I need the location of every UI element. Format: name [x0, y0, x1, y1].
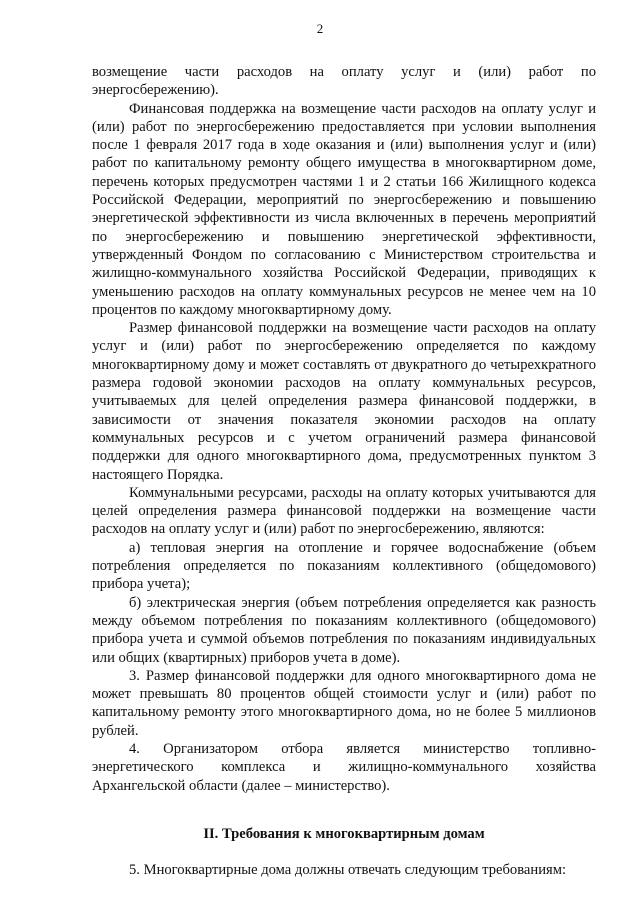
- section-heading: II. Требования к многоквартирным домам: [203, 825, 485, 842]
- list-item-electric-energy: б) электрическая энергия (объем потребления определяется как разность между объемом потребления по показаниям коллективного (общедомового) прибора учета и суммой объемов потребления по показаниям индивидуальных или общих (квартирных) приборов учета в доме).: [92, 594, 596, 666]
- paragraph-continuation: возмещение части расходов на оплату услуг и (или) работ по энергосбережению).: [92, 64, 596, 99]
- paragraph-utility-resources: Коммунальными ресурсами, расходы на оплату которых учитываются для целей определения размера финансовой поддержки на возмещение части расходов на оплату услуг и (или) работ по энергосбережению, являются:: [92, 484, 596, 538]
- paragraph-item-3: 3. Размер финансовой поддержки для одного многоквартирного дома не может превышать 80 процентов общей стоимости услуг и (или) работ по капитальному ремонту этого многоквартирного дома, но не более 5 миллионов рублей.: [92, 667, 596, 739]
- paragraph-item-4: 4. Организатором отбора является министерство топливно-энергетического комплекса и жилищно-коммунального хозяйства Архангельской области (далее – министерство).: [92, 740, 596, 794]
- document-body: [92, 63, 596, 879]
- paragraph-support-conditions: Финансовая поддержка на возмещение части расходов на оплату услуг и (или) работ по энергосбережению предоставляется при условии выполнения после 1 февраля 2017 года в ходе оказания и (или) выполнения услуг и (или) работ по капитальному ремонту общего имущества в многоквартирном доме, перечень которых предусмотрен частями 1 и 2 статьи 166 Жилищного кодекса Российской Федерации, мероприятий по энергосбережению и повышению энергетической эффективности из числа включенных в перечень мероприятий по энергосбережению и повышению энергетической эффективности, утвержденный Фондом по согласованию с Министерством строительства и жилищно-коммунального хозяйства Российской Федерации, приводящих к уменьшению расходов на оплату коммунальных ресурсов не менее чем на 10 процентов по каждому многоквартирному дому.: [92, 100, 596, 318]
- page-number: 2: [316, 21, 324, 36]
- paragraph-support-size: Размер финансовой поддержки на возмещение части расходов на оплату услуг и (или) работ по энергосбережению определяется по каждому многоквартирному дому и может составлять от двукратного до четырехкратного размера годовой экономии расходов на оплату коммунальных ресурсов, учитываемых для целей определения размера финансовой поддержки, в зависимости от значения показателя экономии расходов на оплату коммунальных ресурсов и с учетом ограничений размера финансовой поддержки для одного многоквартирного дома, предусмотренных пунктом 3 настоящего Порядка.: [92, 320, 596, 483]
- paragraph-item-5: 5. Многоквартирные дома должны отвечать следующим требованиям:: [129, 862, 567, 879]
- list-item-thermal-energy: а) тепловая энергия на отопление и горячее водоснабжение (объем потребления определяется по показаниям коллективного (общедомового) прибора учета);: [92, 539, 596, 593]
